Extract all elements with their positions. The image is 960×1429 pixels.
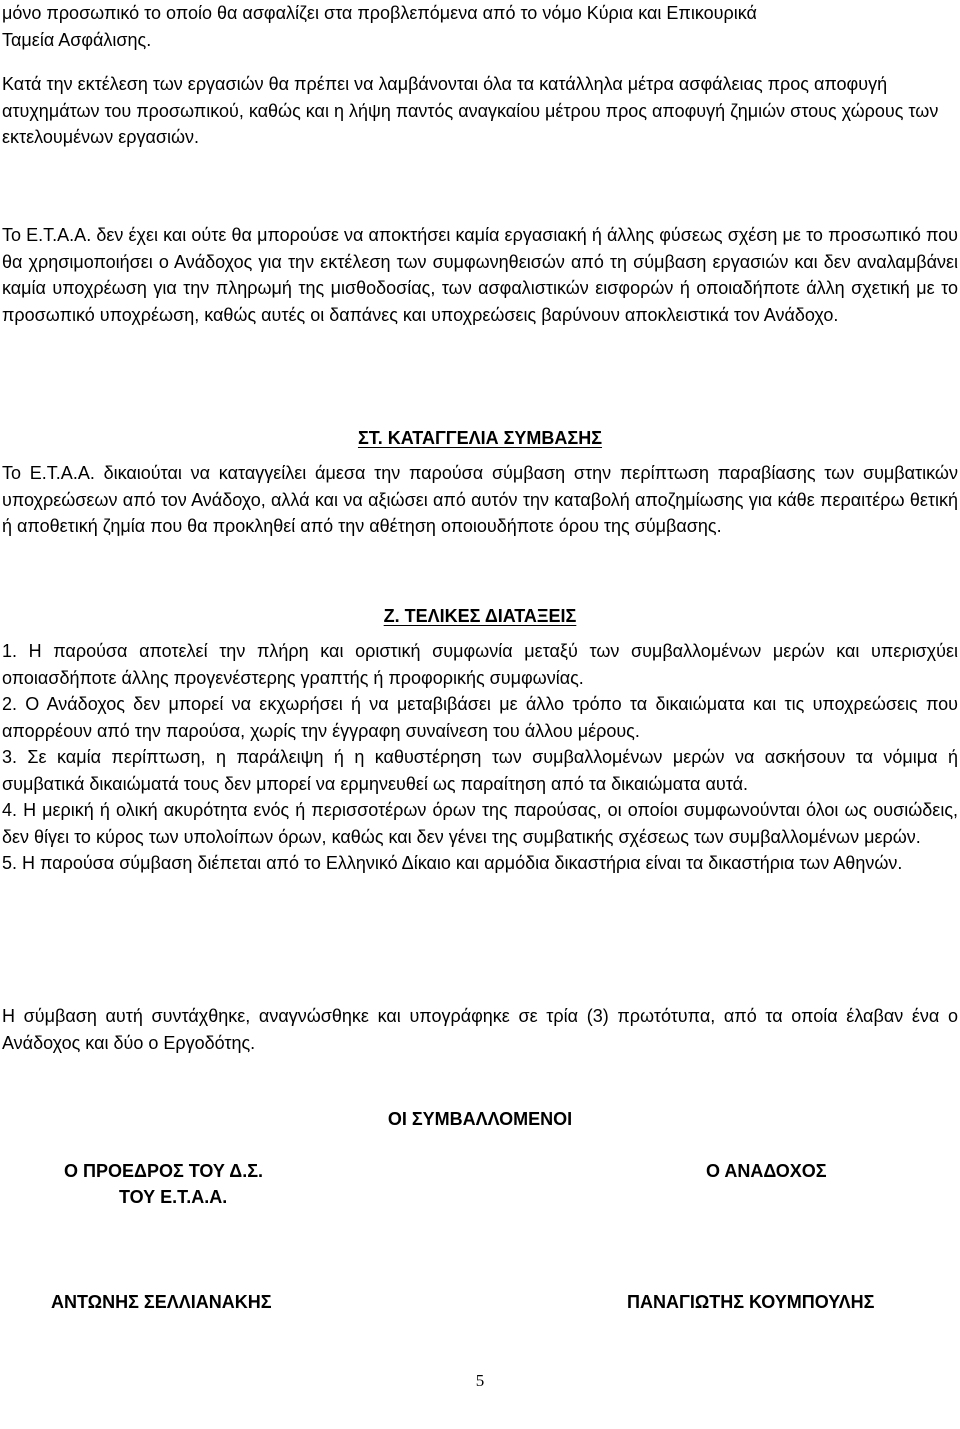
signatory-right-title: Ο ΑΝΑΔΟΧΟΣ xyxy=(706,1161,827,1181)
provision-item: 2. Ο Ανάδοχος δεν μπορεί να εκχωρήσει ή να μεταβιβάσει με άλλο τρόπο τα δικαιώματα και τις υποχρεώσεις που απορρέουν από την παρούσα, χωρίς την έγγραφη συναίνεση του άλλου μέρους. xyxy=(2,694,958,741)
intro-paragraph xyxy=(2,0,958,53)
provision-item: 4. Η μερική ή ολική ακυρότητα ενός ή περισσοτέρων όρων της παρούσας, οι οποίοι συμφωνούνται όλοι ως ουσιώδεις, δεν θίγει το κύρος των υπολοίπων όρων, καθώς και δεν γένει της συμβατικής σχέσεως των συμβαλλομένων μερών. xyxy=(2,800,958,847)
section-st-title: ΣΤ. ΚΑΤΑΓΓΕΛΙΑ ΣΥΜΒΑΣΗΣ xyxy=(357,428,603,448)
signatory-left-name: ΑΝΤΩΝΗΣ ΣΕΛΛΙΑΝΑΚΗΣ xyxy=(51,1292,272,1312)
section-z-heading xyxy=(0,603,960,630)
safety-paragraph: Κατά την εκτέλεση των εργασιών θα πρέπει να λαμβάνονται όλα τα κατάλληλα μέτρα ασφάλειας προς αποφυγή ατυχημάτων του προσωπικού, καθώς και η λήψη παντός αναγκαίου μέτρου προς αποφυγή ζημιών στους χώρους των εκτελουμένων εργασιών. xyxy=(2,74,939,147)
provision-item: 1. Η παρούσα αποτελεί την πλήρη και οριστική συμφωνία μεταξύ των συμβαλλομένων μερών και υπερισχύει οποιασδήποτε άλλης προγενέστερης γραπτής ή προφορικής συμφωνίας. xyxy=(2,641,958,688)
section-st-paragraph: Το Ε.Τ.Α.Α. δικαιούται να καταγγείλει άμεσα την παρούσα σύμβαση στην περίπτωση παραβίασης των συμβατικών υποχρεώσεων από τον Ανάδοχο, αλλά και να αξιώσει από αυτόν την καταβολή αποζημίωσης για κάθε περαιτέρω θετική ή αποθετική ζημία που θα προκληθεί από την αθέτηση οποιουδήποτε όρου της σύμβασης. xyxy=(2,463,958,536)
provision-item: 3. Σε καμία περίπτωση, η παράλειψη ή η καθυστέρηση των συμβαλλομένων μερών να ασκήσουν τα νόμιμα ή συμβατικά δικαιώματά τους δεν μπορεί να ερμηνευθεί ως παραίτηση από τα δικαιώματα αυτά. xyxy=(2,747,958,794)
section-z-title: Ζ. ΤΕΛΙΚΕΣ ΔΙΑΤΑΞΕΙΣ xyxy=(383,606,577,626)
signatory-left-title-line-2: ΤΟΥ Ε.Τ.Α.Α. xyxy=(119,1187,228,1207)
final-provisions-list xyxy=(2,638,958,877)
signatory-left-title-line-1: Ο ΠΡΟΕΔΡΟΣ ΤΟΥ Δ.Σ. xyxy=(64,1161,264,1181)
closing-paragraph: Η σύμβαση αυτή συντάχθηκε, αναγνώσθηκε και υπογράφηκε σε τρία (3) πρωτότυπα, από τα οποία έλαβαν ένα ο Ανάδοχος και δύο ο Εργοδότης. xyxy=(2,1006,958,1053)
signatory-right-name: ΠΑΝΑΓΙΩΤΗΣ ΚΟΥΜΠΟΥΛΗΣ xyxy=(627,1292,875,1312)
section-st-heading xyxy=(0,425,960,452)
provision-item: 5. Η παρούσα σύμβαση διέπεται από το Ελληνικό Δίκαιο και αρμόδια δικαστήρια είναι τα δικαστήρια των Αθηνών. xyxy=(2,853,903,873)
intro-line-2: Ταμεία Ασφάλισης. xyxy=(2,29,152,50)
page-number: 5 xyxy=(475,1371,485,1390)
intro-line-1: μόνο προσωπικό το οποίο θα ασφαλίζει στα προβλεπόμενα από το νόμο Κύρια και Επικουρικά xyxy=(2,3,757,23)
signatures-heading: ΟΙ ΣΥΜΒΑΛΛΟΜΕΝΟΙ xyxy=(387,1109,573,1129)
relation-paragraph: Το Ε.Τ.Α.Α. δεν έχει και ούτε θα μπορούσε να αποκτήσει καμία εργασιακή ή άλλης φύσεως σχέση με το προσωπικό που θα χρησιμοποιήσει ο Ανάδοχος για την εκτέλεση των συμφωνηθεισών από τη σύμβαση εργασιών και δεν αναλαμβάνει καμία υποχρέωση για την πληρωμή της μισθοδοσίας, των ασφαλιστικών εισφορών ή οποιαδήποτε άλλη σχετική με το προσωπικό υποχρέωση, καθώς αυτές οι δαπάνες και υποχρεώσεις βαρύνουν αποκλειστικά τον Ανάδοχο. xyxy=(2,225,958,325)
